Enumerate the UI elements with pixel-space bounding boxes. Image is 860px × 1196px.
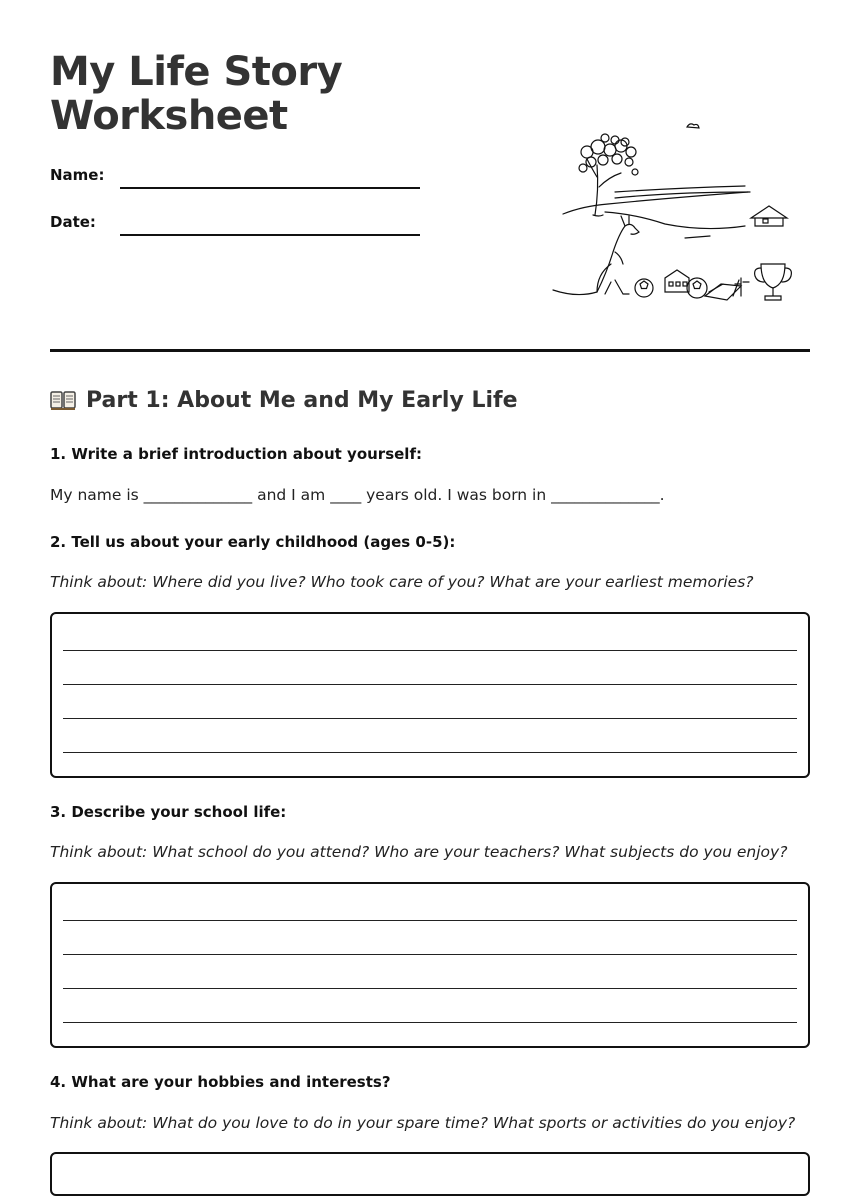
question-4-label: 4. What are your hobbies and interests?	[50, 1073, 391, 1091]
question-3-prompt: Think about: What school do you attend? Who are your teachers? What subjects do you enjoy?	[50, 843, 788, 861]
book-icon	[50, 390, 76, 412]
writing-line	[63, 1022, 797, 1023]
intro-sentence[interactable]: My name is ______________ and I am ____ years old. I was born in ______________.	[50, 486, 665, 504]
writing-line	[63, 718, 797, 719]
trophy-icon	[755, 264, 792, 300]
soccer-ball-icon	[635, 279, 653, 297]
school-icon	[665, 270, 689, 292]
question-3-answer-box[interactable]	[50, 882, 810, 1048]
writing-line	[63, 954, 797, 955]
part1-heading-text: Part 1: About Me and My Early Life	[86, 388, 518, 413]
writing-line	[63, 650, 797, 651]
question-4-prompt: Think about: What do you love to do in your spare time? What sports or activities do you enjoy?	[50, 1114, 796, 1132]
question-3-label: 3. Describe your school life:	[50, 803, 287, 821]
title-line-2: Worksheet	[50, 93, 288, 139]
question-4-answer-box[interactable]	[50, 1152, 810, 1196]
question-2-answer-box[interactable]	[50, 612, 810, 778]
writing-line	[63, 988, 797, 989]
cloud-icon	[687, 124, 699, 128]
kangaroo-icon	[553, 216, 639, 295]
question-1-label: 1. Write a brief introduction about yourself:	[50, 445, 422, 463]
house-icon	[751, 206, 787, 226]
worksheet-title	[50, 50, 342, 138]
tools-icon	[733, 278, 749, 296]
outback-illustration	[545, 112, 805, 312]
name-field[interactable]	[120, 187, 420, 189]
question-2-label: 2. Tell us about your early childhood (ages 0-5):	[50, 533, 456, 551]
writing-line	[63, 684, 797, 685]
date-field[interactable]	[120, 234, 420, 236]
name-label: Name:	[50, 166, 105, 184]
river-icon	[563, 186, 750, 238]
date-label: Date:	[50, 213, 96, 231]
soccer-ball-icon	[687, 278, 707, 298]
writing-line	[63, 920, 797, 921]
section-divider	[50, 349, 810, 352]
writing-line	[63, 752, 797, 753]
question-2-prompt: Think about: Where did you live? Who took care of you? What are your earliest memories?	[50, 573, 754, 591]
part1-heading	[50, 388, 518, 413]
book-icon	[705, 284, 741, 300]
title-line-1: My Life Story	[50, 49, 343, 95]
